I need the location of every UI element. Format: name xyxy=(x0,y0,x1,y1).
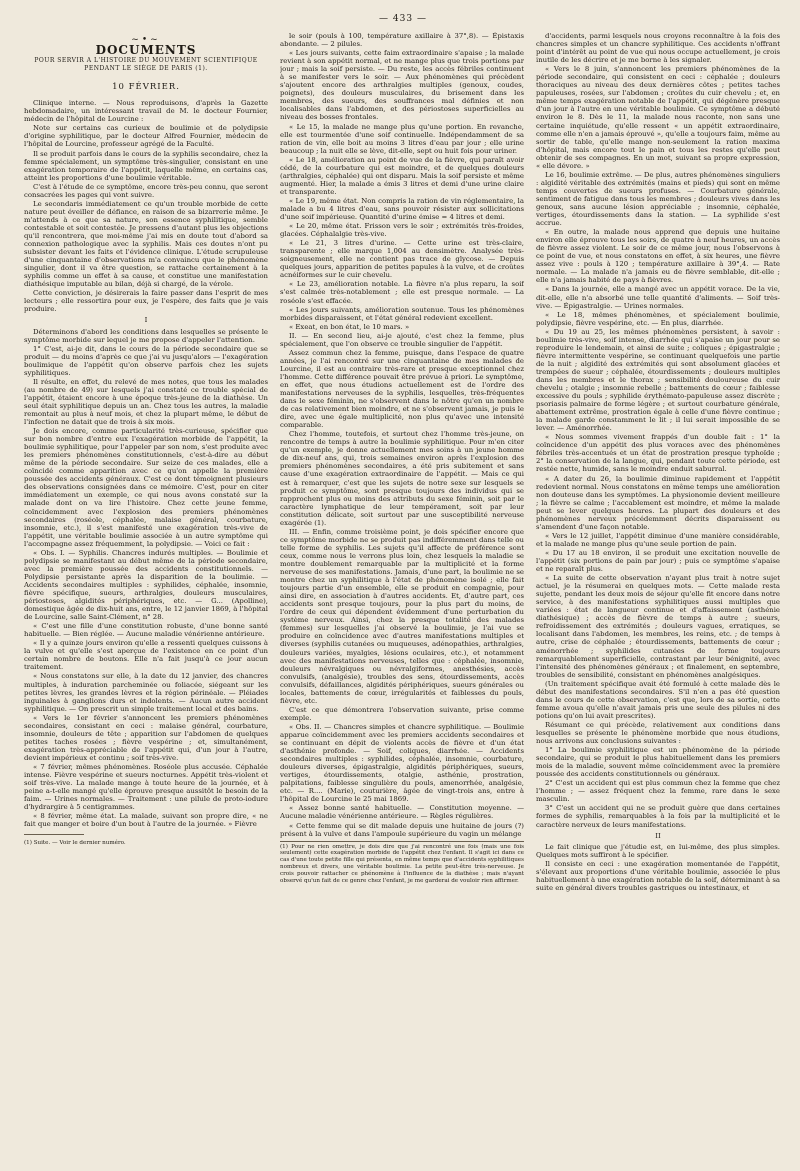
paragraph: Assez commun chez la femme, puisque, dans l'espace de quatre années, je l'ai rencontré sur une cinquantaine de mes malades de Lourcine, il est au contraire très-rare et presque exceptionnel chez l'homme. Cette différence pouvait être prévue à priori. Le symptôme, en effet, que nous étudions actuellement est de l'ordre des manifestations nerveuses de la syphilis, lesquelles, très-fréquentes dans le sexe féminin, ne s'observent dans le nôtre qu'en un nombre de cas relativement bien moindre, et ne s'observent jamais, je puis le dire, avec une égale multiplicité, non plus qu'avec une intensité comparable. xyxy=(280,348,524,430)
paragraph: C'est à l'étude de ce symptôme, encore très-peu connu, que seront consacrées les pages qui vont suivre. xyxy=(24,182,268,199)
paragraph: Déterminons d'abord les conditions dans lesquelles se présente le symptôme morbide sur lequel je me propose d'appeler l'attention. xyxy=(24,327,268,344)
paragraph: « Les jours suivants, cette faim extraordinaire s'apaise ; la malade revient à son appétit normal, et ne mange plus que trois portions par jour ; mais la soif persiste. — Du reste, les accès fébriles continuent à se manifester vers le soir. — Aux phénomènes qui précèdent s'ajoutent encore des arthralgies multiples (genoux, coudes, poignets), des douleurs musculaires, du brisement dans les membres, des sueurs, des souffrances mal définies et non localisables dans l'abdomen, et des périostoses superficielles au niveau des bosses frontales. xyxy=(280,49,524,122)
paragraph: « Vers le 8 juin, s'annoncent les premiers phénomènes de la période secondaire, qui consistent en ceci : céphalée ; douleurs thoraciques au niveau des deux dernières côtes ; petites taches papuleuses, rosées, sur l'abdomen ; croûtes du cuir chevelu ; et, en même temps exagération notable de l'appétit, qui dégénère presque d'un jour à l'autre en une véritable boulimie. Ce symptôme a débuté environ le 8. Dès le 11, la malade nous raconte, non sans une certaine inquiétude, qu'elle ressent « un appétit extraordinaire, comme elle n'en a jamais éprouvé », qu'elle a toujours faim, même au sortir de table, qu'elle mange non-seulement la ration maxima d'hôpital, mais encore tout le pain et tous les restes qu'elle peut obtenir de ses compagnes. En un mot, suivant sa propre expression, « elle dévore. » xyxy=(536,65,780,170)
column-1-footnote: (1) Suite. — Voir le dernier numéro. xyxy=(24,840,126,847)
paragraph: « Le 18, mêmes phénomènes, et spécialement boulimie, polydipsie, fièvre vespérine, etc. — En plus, diarrhée. xyxy=(536,310,780,327)
paragraph: 1° C'est, ai-je dit, dans le cours de la période secondaire que se produit — du moins d'après ce que j'ai vu jusqu'alors — l'exagération boulimique de l'appétit qu'on observe parfois chez les sujets syphilitiques. xyxy=(24,344,268,377)
paragraph: « Du 17 au 18 environ, il se produit une excitation nouvelle de l'appétit (six portions de pain par jour) ; puis ce symptôme s'apaise et ne reparaît plus. xyxy=(536,548,780,574)
paragraph: « Il y a quinze jours environ qu'elle a ressenti quelques cuissons à la vulve et qu'elle s'est aperçue de l'existence en ce point d'un certain nombre de boutons. Elle n'a fait jusqu'à ce jour aucun traitement. xyxy=(24,639,268,672)
paragraph: le soir (pouls à 100, température axillaire à 37°,8). — Épistaxis abondante. — 2 pilules. xyxy=(280,32,524,49)
header-ornament: ~•~ xyxy=(131,35,161,45)
paragraph: « Nous sommes vivement frappés d'un double fait : 1° la coïncidence d'un appétit des plus voraces avec des phénomènes fébriles très-accentués et un état de prostration presque typhoïde ; 2° la conservation de la langue, qui, pendant toute cette période, est restée nette, humide, sans le moindre enduit saburral. xyxy=(536,433,780,474)
paragraph: C'est ce que démontrera l'observation suivante, prise comme exemple. xyxy=(280,705,524,722)
column-3-body xyxy=(536,32,780,892)
footnote-rule xyxy=(24,834,84,835)
date-heading: 10 FÉVRIER. xyxy=(112,82,180,93)
section-subtitle: POUR SERVIR A L'HISTOIRE DU MOUVEMENT SCIENTIFIQUE PENDANT LE SIÈGE DE PARIS (1). xyxy=(34,57,258,73)
paragraph: « Le 21, 3 litres d'urine. — Cette urine est très-claire, transparente ; elle marque 1,004 au densimètre. Analysée très-soigneusement, elle ne contient pas trace de glycose. — Depuis quelques jours, apparition de petites papules à la vulve, et de croûtes acnéiformes sur le cuir chevelu. xyxy=(280,239,524,280)
paragraph: Résumant ce qui précède, relativement aux conditions dans lesquelles se présente le phénomène morbide que nous étudions, nous arrivons aux conclusions suivantes : xyxy=(536,720,780,746)
paragraph: « 7 février, mêmes phénomènes. Roséole plus accusée. Céphalée intense. Fièvre vespérine et sueurs nocturnes. Appétit très-violent et soif très-vive. La malade mange à toute heure de la journée, et à peine a-t-elle mangé qu'elle éprouve presque aussitôt le besoin de la faim. — Urines normales. — Traitement : une pilule de proto-iodure d'hydrargire à 5 centigrammes. xyxy=(24,762,268,812)
paragraph: « Le 20, même état. Frisson vers le soir ; extrémités très-froides, glacées. Céphalalgie très-vive. xyxy=(280,222,524,239)
paragraph: Le 16, boulimie extrême. — De plus, autres phénomènes singuliers : algidité véritable des extrémités (mains et pieds) qui sont en même temps couvertes de sueurs profuses. — Courbature générale, sentiment de fatigue dans tous les membres ; douleurs vives dans les genoux, sans aucune lésion appréciable ; insomnie, céphalée, vertiges, étourdissements dans la station. — La syphilide s'est accrue. xyxy=(536,170,780,228)
paragraph: Je dois encore, comme particularité très-curieuse, spécifier que sur bon nombre d'entre eux l'exagération morbide de l'appétit, la boulimie syphilitique, pour l'appeler par son nom, s'est produite avec les premiers phénomènes constitutionnels, c'est-à-dire au début même de la période secondaire. Sur seize de ces malades, elle a coïncidé comme apparition avec ce qu'on appelle la première poussée des accidents généraux. C'est ce dont témoignent plusieurs des observations consignées dans ce mémoire. C'est, pour en citer immédiatement un exemple, ce qui nous avons constaté sur la malade dont on va lire l'histoire. Chez cette jeune femme, coïncidemment avec l'explosion des premiers phénomènes secondaires (roséole, céphalée, malaise général, courbature, insomnie, etc.), il s'est manifesté une exagération très-vive de l'appétit, une véritable boulimie associée à un autre symptôme qui l'accompagne assez fréquemment, la polydipsie. — Voici ce fait : xyxy=(24,427,268,548)
paragraph: Il résulte, en effet, du relevé de mes notes, que tous les malades (au nombre de 49) sur lesquels j'ai constaté ce trouble spécial de l'appétit, étaient encore à une époque très-jeune de la diathèse. Un seul était syphilitique depuis un an. Chez tous les autres, la maladie remontait au plus à neuf mois, et chez la plupart même, le début de l'infection ne datait que de trois à six mois. xyxy=(24,377,268,427)
paragraph: I xyxy=(144,316,148,325)
paragraph: « Du 19 au 25, les mêmes phénomènes persistent, à savoir : boulimie très-vive, soif intense, diarrhée qui s'apaise un jour pour se reproduire le lendemain, et ainsi de suite ; coliques ; épigastralgie ; fièvre intermittente vespérine, se continuant quelquefois une partie de la nuit ; algidité des extrémités qui sont absolument glacées et trempées de sueur ; céphalée, étourdissements ; douleurs multiples dans les membres et le thorax ; sensibilité douloureuse du cuir chevelu ; otalgie ; insomnie rebelle ; battements de cœur ; faiblesse excessive du pouls ; syphilide érythémato-papuleuse assez discrète ; psoriasis palmaire de forme légère ; et surtout courbature générale, abattement extrême, prostration égale à celle d'une fièvre continue ; la malade garde constamment le lit ; il lui serait impossible de se lever. — Aménorrhée. xyxy=(536,327,780,433)
paragraph: « En outre, la malade nous apprend que depuis une huitaine environ elle éprouve tous les soirs, de quatre à neuf heures, un accès de fièvre assez violent. Le soir de ce même jour, nous l'observons à ce point de vue, et nous constatons en effet, à six heures, une fièvre assez vive : pouls à 120 ; température axillaire à 39°,4. — Rate normale. — La malade n'a jamais eu de fièvre semblable, dit-elle ; elle n'a jamais habité de pays à fièvres. xyxy=(536,228,780,285)
paragraph: III. — Enfin, comme troisième point, je dois spécifier encore que ce symptôme morbide ne se produit pas indifféremment dans telle ou telle forme de syphilis. Les sujets qu'il affecte de préférence sont ceux, comme nous le verrons plus loin, chez lesquels la maladie se montre doublement remarquable par la multiplicité et la forme nerveuse de ses manifestations. Jamais, d'une part, la boulimie ne se montre chez un syphilitique à l'état de phénomène isolé ; elle fait toujours partie d'un ensemble, elle se produit en compagnie, pour ainsi dire, en association à d'autres accidents. Et, d'autre part, ces accidents sont presque toujours, pour la plus part du moins, de l'ordre de ceux qui dépendent évidemment d'une perturbation du système nerveux. Ainsi, chez la presque totalité des malades (femmes) sur lesquelles j'ai observé la boulimie, je l'ai vue se produire en coïncidence avec d'autres manifestations multiples et diverses (syphilis cutanées ou muqueuses, adénopathies, arthralgies, douleurs variées, myalgies, lésions oculaires, etc.), et notamment avec des manifestations nerveuses, telles que : céphalée, insomnie, douleurs névralgiques ou névralgiformes, anesthésies, accès convulsifs, (analgésie), troubles des sens, étourdissements, accès convulsifs, défaillances, algidités périphériques, sueurs générales ou locales, battements de cœur, irrégularités et faiblesses du pouls, fièvre, etc. xyxy=(280,527,524,705)
paragraph: « Vers le 1er février s'annoncent les premiers phénomènes secondaires, consistant en ceci : malaise général, courbature, insomnie, douleurs de tête ; apparition sur l'abdomen de quelques petites taches rosées ; fièvre vespérine ; et, simultanément, exagération très-appréciable de l'appétit qui, d'un jour à l'autre, devient impérieux et continu ; soif très-vive. xyxy=(24,713,268,762)
paragraph: « Obs. I. — Syphilis. Chancres indurés multiples. — Boulimie et polydipsie se manifestant au début même de la période secondaire, avec la première poussée des accidents constitutionnels. — Polydipsie persistante après la disparition de la boulimie. — Accidents secondaires multiples : syphilides, céphalée, insomnie, fièvre spécifique, sueurs, arthralgies, douleurs musculaires, périostoses, algidités périphériques, etc. — G... (Apolline), domestique âgée de dix-huit ans, entre, le 12 janvier 1869, à l'hôpital de Lourcine, salle Saint-Clément, n° 28. xyxy=(24,548,268,622)
column-1-body xyxy=(24,99,268,828)
paragraph: II. — En second lieu, ai-je ajouté, c'est chez la femme, plus spécialement, que l'on observe ce trouble singulier de l'appétit. xyxy=(280,331,524,348)
paragraph: Le secondaris immédiatement ce qu'un trouble morbide de cette nature peut éveiller de défiance, en raison de sa bizarrerie même. Je m'attends à ce que sa nature, son essence syphilitique, semble contestable et soit contestée. Je pressens d'autant plus les objections qu'il rencontrera, que moi-même j'ai mis en doute tout d'abord sa connexion pathologique avec la syphilis. Mais ces doutes n'ont pu subsister devant les faits et l'évidence clinique. L'étude scrupuleuse d'une cinquantaine d'observations m'a convaincu que le phénomène singulier, dont il va être question, se rattache certainement à la syphilis comme un effet à sa cause, et constitue une manifestation diathésique imputable au bilan, déjà si chargé, de la vérole. xyxy=(24,199,268,289)
paragraph: Cette conviction, je désirerais la faire passer dans l'esprit de mes lecteurs ; elle ressortira pour eux, je l'espère, des faits que je vais produire. xyxy=(24,289,268,314)
paragraph: « Nous constatons sur elle, à la date du 12 janvier, des chancres multiples, à induration parcheminée ou foliacée, siégeant sur les petites lèvres, les grandes lèvres et la région périnéale. — Pléiades inguinales à ganglions durs et indolents. — Aucun autre accident syphilitique. — On prescrit un simple traitement local et des bains. xyxy=(24,672,268,713)
paragraph: Le fait clinique que j'étudie est, en lui-même, des plus simples. Quelques mots suffiront à le spécifier. xyxy=(536,842,780,859)
paragraph: 2° C'est un accident qui est plus commun chez la femme que chez l'homme ; — assez fréquent chez la femme, rare dans le sexe masculin. xyxy=(536,779,780,804)
paragraph: Il consiste en ceci : une exagération momentanée de l'appétit, s'élevant aux proportions d'une véritable boulimie, associée le plus habituellement à une exagération notable de la soif, déterminant à sa suite en général divers troubles gastriques ou intestinaux, et xyxy=(536,859,780,892)
column-1 xyxy=(24,32,268,1154)
paragraph: « Exeat, en bon état, le 10 mars. » xyxy=(289,322,410,331)
paragraph: Chez l'homme, toutefois, et surtout chez l'homme très-jeune, on rencontre de temps à autre la boulimie syphilitique. Pour m'en citer qu'un exemple, je donne actuellement mes soins à un jeune homme de dix-neuf ans, qui, trois semaines environ après l'explosion des premiers phénomènes secondaires, a été pris subitement et sans cause d'une exagération extraordinaire de l'appétit. — Mais ce qui est à remarquer, c'est que les sujets de notre sexe sur lesquels se produit ce symptôme, sont presque toujours des individus qui se rapprochent plus ou moins des attributs du sexe féminin, soit par le caractère lymphatique de leur tempérament, soit par leur constitution délicate, soit surtout par une susceptibilité nerveuse exagérée (1). xyxy=(280,430,524,527)
paragraph: 1° La boulimie syphilitique est un phénomène de la période secondaire, qui se produit le plus habituellement dans les premiers mois de la maladie, souvent même coïncidemment avec la première poussée des accidents constitutionnels ou généraux. xyxy=(536,746,780,779)
column-2-footnote: (1) Pour ne rien omettre, je dois dire que j'ai rencontré une fois (mais une fois seulement) cette exagération morbide de l'appétit chez l'enfant. Il s'agit ici dans ce cas d'une toute petite fille qui présenta, en même temps que d'accidents syphilitiques nombreux et divers, une véritable boulimie. La petite peut-être très-nerveuse. Je crois pouvoir rattacher ce phénomène à l'influence de la diathèse ; mais n'ayant observé qu'un fait de ce genre chez l'enfant, je me garderai de vouloir rien affirmer. xyxy=(280,841,524,885)
paragraph: « Vers le 12 juillet, l'appétit diminue d'une manière considérable, et la malade ne mange plus qu'une seule portion de pain. xyxy=(536,531,780,548)
paragraph: II xyxy=(655,831,661,840)
paragraph: « Les jours suivants, amélioration soutenue. Tous les phénomènes morbides disparaissent, et l'état général redevient excellent. xyxy=(280,305,524,322)
paragraph: « Le 15, la malade ne mange plus qu'une portion. En revanche, elle est tourmentée d'une soif continuelle. Indépendamment de sa ration de vin, elle boit au moins 3 litres d'eau par jour ; elle urine beaucoup ; la nuit elle se lève, dit-elle, sept ou huit fois pour uriner. xyxy=(280,122,524,155)
paragraph: « Le 23, amélioration notable. La fièvre n'a plus reparu, la soif s'est calmée très-notablement ; elle est presque normale. — La roséole s'est effacée. xyxy=(280,280,524,305)
paragraph: « Le 19, même état. Non compris la ration de vin réglementaire, la malade a bu 4 litres d'eau, sans pouvoir résister aux sollicitations d'une soif impérieuse. Quantité d'urine émise = 4 litres et demi. xyxy=(280,196,524,222)
paragraph: « Dans la journée, elle a mangé avec un appétit vorace. De la vie, dit-elle, elle n'a absorbé une telle quantité d'aliments. — Soif très-vive. — Épigastralgie. — Urines normales. xyxy=(536,285,780,310)
paragraph: « C'est une fille d'une constitution robuste, d'une bonne santé habituelle. — Bien réglée. — Aucune maladie vénérienne antérieure. xyxy=(24,622,268,639)
column-3 xyxy=(536,32,780,1154)
section-title: DOCUMENTS xyxy=(95,43,197,58)
paragraph: « Obs. II. — Chancres simples et chancre syphilitique. — Boulimie apparue coïncidemment avec les premiers accidents secondaires et se continuant en dépit de violents accès de fièvre et d'un état d'asthénie profonde. — Soif, coliques, diarrhée. — Accidents secondaires multiples : syphilides, céphalée, insomnie, courbature, douleurs diverses, épigastralgie, algidités périphériques, sueurs, vertiges, étourdissements, otalgie, asthénie, prostration, palpitations, faiblesse singulière du pouls, amenorrhée, analgésie, etc. — R.... (Marie), couturière, âgée de vingt-trois ans, entre à l'hôpital de Lourcine le 25 mai 1869. xyxy=(280,722,524,804)
paragraph: « Le 18, amélioration au point de vue de la fièvre, qui paraît avoir cédé, de la courbature qui est moindre, et de quelques douleurs (arthralgies, céphalée) qui ont disparu. Mais la soif persiste et même augmenté. Hier, la malade a émis 3 litres et demi d'une urine claire et transparente. xyxy=(280,155,524,196)
paragraph: 3° C'est un accident qui ne se produit guère que dans certaines formes de syphilis, remarquables à la fois par la multiplicité et le caractère nerveux de leurs manifestations. xyxy=(536,804,780,829)
paragraph: d'accidents, parmi lesquels nous croyons reconnaître à la fois des chancres simples et un chancre syphilitique. Ces accidents n'offrant point d'intérêt au point de vue qui nous occupe actuellement, je crois inutile de les décrire et je me borne à les signaler. xyxy=(536,32,780,65)
column-2-body xyxy=(280,32,524,838)
paragraph: « Assez bonne santé habituelle. — Constitution moyenne. — Aucune maladie vénérienne antérieure. — Règles régulières. xyxy=(280,804,524,821)
newspaper-page xyxy=(18,10,788,1160)
column-2 xyxy=(280,32,524,1154)
paragraph: Note sur certains cas curieux de boulimie et de polydipsie d'origine syphilitique, par le docteur Alfred Fournier, médecin de l'hôpital de Lourcine, professeur agrégé de la Faculté. xyxy=(24,124,268,149)
paragraph: Clinique interne. — Nous reproduisons, d'après la Gazette hebdomadaire, un intéressant travail de M. le docteur Fournier, médecin de l'hôpital de Lourcine : xyxy=(24,99,268,124)
paragraph: « 8 février, même état. La malade, suivant son propre dire, « ne fait que manger et boire d'un bout à l'autre de la journée. » Fièvre xyxy=(24,812,268,829)
paragraph: (Un traitement spécifique avait été formulé à cette malade dès le début des manifestations secondaires. S'il n'en a pas été question dans le cours de cette observation, c'est que, lors de sa sortie, cette femme avoua qu'elle n'avait jamais pris une seule des pilules ni des potions qu'on lui avait prescrites). xyxy=(536,679,780,720)
paragraph: Il se produit parfois dans le cours de la syphilis secondaire, chez la femme spécialement, un symptôme très-singulier, consistant en une exagération temporaire de l'appétit, laquelle même, en certains cas, atteint les proportions d'une boulimie véritable. xyxy=(24,149,268,182)
paragraph: « A dater du 26, la boulimie diminue rapidement et l'appétit redevient normal. Nous constatons en même temps une amélioration non douteuse dans les symptômes. La physionomie devient meilleure ; la fièvre se calme ; l'accablement est moindre, et même la malade peut se lever quelques heures. La plupart des douleurs et des phénomènes nerveux précédemment décrits disparaissent ou s'amendent d'une façon notable. xyxy=(536,474,780,531)
page-number: — 433 — xyxy=(379,14,427,24)
paragraph: « Cette femme qui se dit malade depuis une huitaine de jours (?) présent à la vulve et dans l'ampoule supérieure du vagin un mélange xyxy=(280,821,524,838)
paragraph: « La suite de cette observation n'ayant plus trait à notre sujet actuel, je la résumerai en quelques mots. — Cette malade resta sujette, pendant les deux mois de séjour qu'elle fit encore dans notre service, à des manifestations syphilitiques aussi multiples que variées : état de langueur continue et d'affaissement (asthénie diathésique) ; accès de fièvre de temps à autre ; sueurs, refroidissement des extrémités ; douleurs vagues, erratiques, se localisant dans l'abdomen, les membres, les reins, etc. ; de temps à autre, crise de céphalée ; étourdissements, battements de cœur ; aménorrhée ; syphilides cutanées de forme toujours remarquablement superficielle, contrastant par leur bénignité, avec l'intensité des phénomènes généraux ; et finalement, en septembre, troubles de sensibilité, consistant en phénomènes analgésiques. xyxy=(536,574,780,679)
